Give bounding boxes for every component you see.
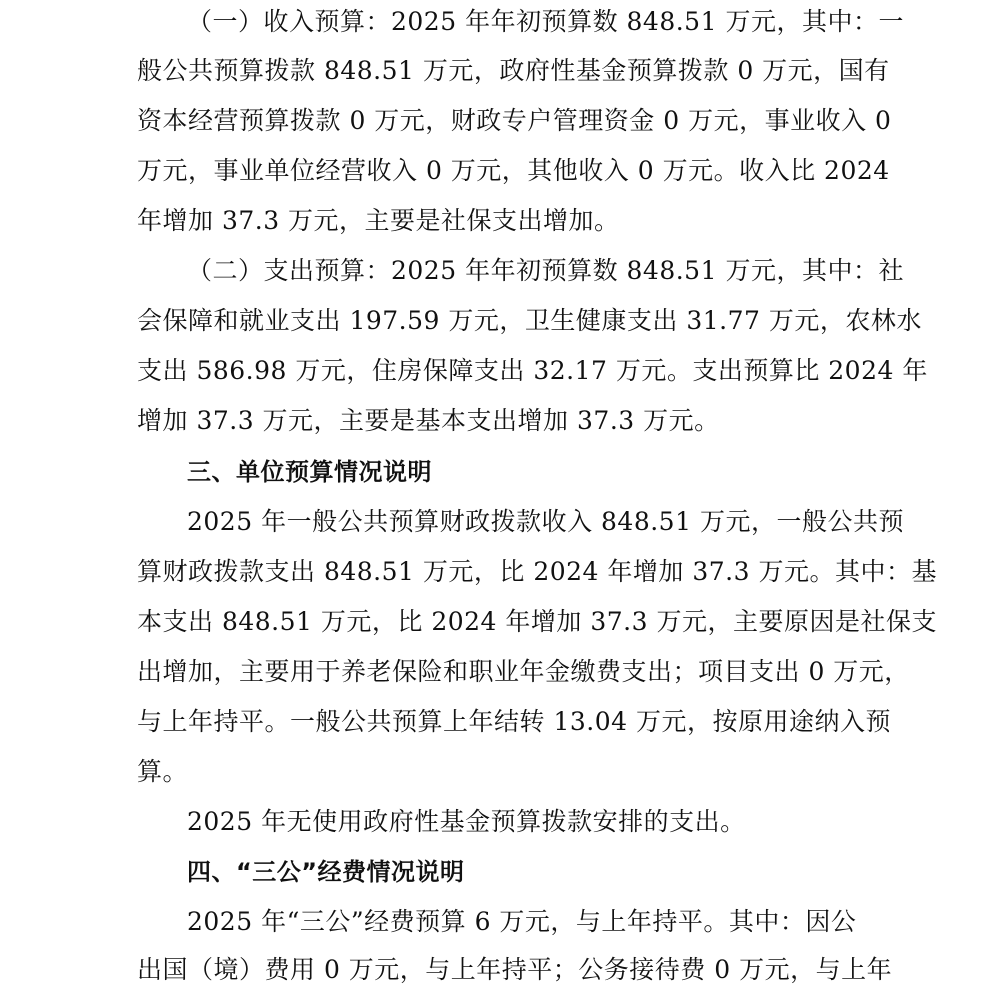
- section-heading: 三、单位预算情况说明: [187, 458, 432, 486]
- paragraph-line: 出增加，主要用于养老保险和职业年金缴费支出；项目支出 0 万元，: [137, 657, 910, 686]
- paragraph-line: 增加 37.3 万元，主要是基本支出增加 37.3 万元。: [137, 406, 720, 435]
- paragraph-line: 本支出 848.51 万元，比 2024 年增加 37.3 万元，主要原因是社保支: [137, 607, 937, 636]
- paragraph-line: （一）收入预算：2025 年年初预算数 848.51 万元，其中：一: [187, 7, 904, 36]
- paragraph-line: 与上年持平。一般公共预算上年结转 13.04 万元，按原用途纳入预: [137, 707, 891, 736]
- paragraph-line: 2025 年“三公”经费预算 6 万元，与上年持平。其中：因公: [187, 907, 857, 936]
- paragraph-line: 资本经营预算拨款 0 万元，财政专户管理资金 0 万元，事业收入 0: [137, 106, 892, 135]
- paragraph-line: 2025 年无使用政府性基金预算拨款安排的支出。: [187, 807, 746, 836]
- paragraph-line: 会保障和就业支出 197.59 万元，卫生健康支出 31.77 万元，农林水: [137, 306, 922, 335]
- paragraph-line: 年增加 37.3 万元，主要是社保支出增加。: [137, 206, 620, 235]
- paragraph-line: 般公共预算拨款 848.51 万元，政府性基金预算拨款 0 万元，国有: [137, 56, 890, 85]
- paragraph-line: 出国（境）费用 0 万元，与上年持平；公务接待费 0 万元，与上年: [137, 955, 893, 984]
- paragraph-line: （二）支出预算：2025 年年初预算数 848.51 万元，其中：社: [187, 256, 904, 285]
- paragraph-line: 支出 586.98 万元，住房保障支出 32.17 万元。支出预算比 2024 年: [137, 356, 928, 385]
- section-heading: 四、“三公”经费情况说明: [187, 858, 465, 886]
- paragraph-line: 2025 年一般公共预算财政拨款收入 848.51 万元，一般公共预: [187, 507, 904, 536]
- paragraph-line: 万元，事业单位经营收入 0 万元，其他收入 0 万元。收入比 2024: [137, 156, 890, 185]
- paragraph-line: 算财政拨款支出 848.51 万元，比 2024 年增加 37.3 万元。其中：基: [137, 557, 937, 586]
- paragraph-line: 算。: [137, 757, 189, 786]
